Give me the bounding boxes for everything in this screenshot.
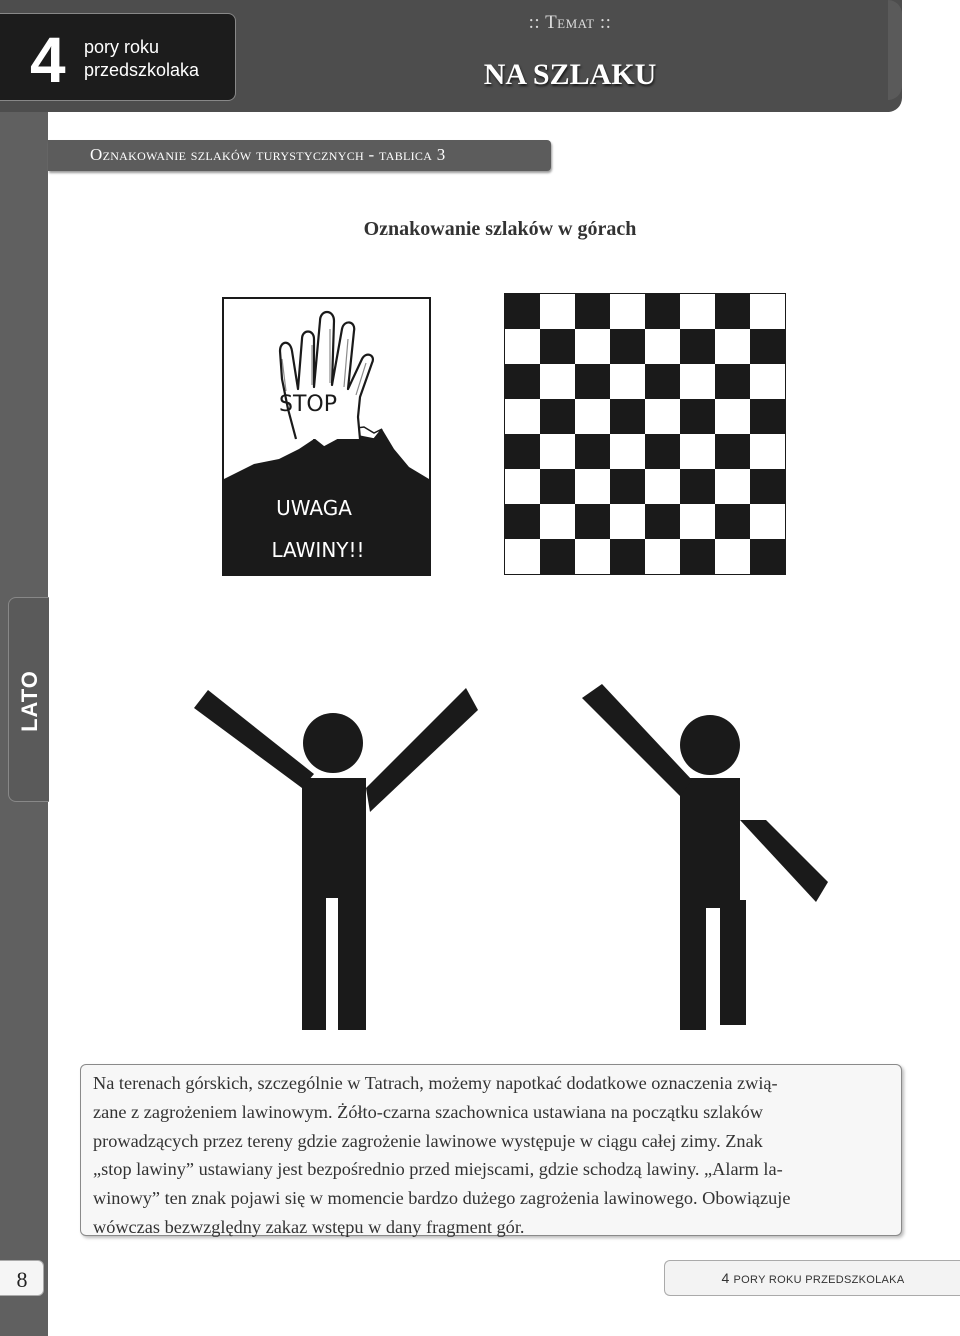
avalanche-alarm-one-arm-icon: [580, 680, 840, 1030]
info-line: „stop lawiny” ustawiany jest bezpośrednio przed miejscami, gdzie schodzą lawiny. „Alarm la-: [93, 1159, 783, 1180]
season-tab[interactable]: [8, 597, 49, 802]
info-box: [80, 1064, 902, 1236]
section-title: Oznakowanie szlaków w górach: [363, 218, 637, 240]
subtitle-bar: [48, 140, 551, 171]
checker-square: [715, 364, 750, 399]
checker-square: [540, 539, 575, 574]
checker-square: [680, 399, 715, 434]
checker-square: [610, 399, 645, 434]
logo-line-1: pory roku: [84, 37, 160, 57]
checker-square: [505, 294, 540, 329]
checkerboard-icon: [505, 294, 785, 574]
sign-word-uwaga: UWAGA: [276, 496, 352, 520]
info-text: [93, 1069, 889, 1242]
footer-brand-text: [665, 1270, 960, 1286]
logo-text: [84, 36, 199, 82]
info-line: wówczas bezwzględny zakaz wstępu w dany fragment gór.: [93, 1216, 525, 1237]
stop-avalanche-sign: [222, 297, 431, 576]
checker-square: [505, 434, 540, 469]
info-line: zane z zagrożeniem lawinowym. Żółto-czarna szachownica ustawiana na początku szlaków: [93, 1101, 764, 1122]
stop-hand-icon: [224, 299, 429, 574]
checker-square: [575, 434, 610, 469]
sign-word-stop: STOP: [279, 392, 337, 417]
footer-brand: [664, 1260, 960, 1296]
topic-label: :: Temat ::: [528, 12, 612, 33]
checker-square: [645, 434, 680, 469]
checker-square: [505, 504, 540, 539]
subtitle-text: Oznakowanie szlaków turystycznych - tablica 3: [90, 145, 446, 164]
checker-square: [680, 329, 715, 364]
checker-square: [540, 329, 575, 364]
logo: [0, 13, 236, 101]
checker-square: [575, 364, 610, 399]
checker-square: [610, 469, 645, 504]
checker-square: [540, 469, 575, 504]
checker-square: [610, 539, 645, 574]
checker-square: [610, 329, 645, 364]
checker-square: [645, 364, 680, 399]
season-tab-label: LATO: [16, 669, 42, 732]
logo-number: 4: [30, 24, 66, 96]
info-line: prowadzących przez tereny gdzie zagrożenie lawinowe występuje w ciągu całej zimy. Znak: [93, 1130, 763, 1151]
avalanche-alarm-two-arms-icon: [190, 680, 480, 1030]
checker-square: [680, 539, 715, 574]
footer-brand-number: 4: [721, 1270, 730, 1286]
checker-square: [715, 294, 750, 329]
checker-square: [505, 364, 540, 399]
info-line: Na terenach górskich, szczególnie w Tatrach, możemy napotkać dodatkowe oznaczenia zwią-: [93, 1073, 778, 1093]
checker-square: [645, 504, 680, 539]
checker-square: [715, 504, 750, 539]
checkerboard-sign: [504, 293, 786, 575]
page-number-box: [0, 1260, 44, 1296]
checker-square: [680, 469, 715, 504]
checker-square: [575, 294, 610, 329]
checker-square: [715, 434, 750, 469]
page-number: 8: [16, 1267, 28, 1292]
page-title: NA SZLAKU: [483, 58, 657, 91]
info-line: winowy” ten znak pojawi się w momencie bardzo dużego zagrożenia lawinowego. Obowiązuje: [93, 1188, 791, 1209]
checker-square: [575, 504, 610, 539]
logo-line-2: przedszkolaka: [84, 60, 200, 80]
checker-square: [645, 294, 680, 329]
checker-square: [750, 399, 785, 434]
checker-square: [750, 329, 785, 364]
header-bar: [0, 0, 902, 112]
checker-square: [540, 399, 575, 434]
checker-square: [750, 469, 785, 504]
sign-word-lawiny: LAWINY!!: [271, 538, 365, 562]
checker-square: [750, 539, 785, 574]
footer-brand-label: PORY ROKU PRZEDSZKOLAKA: [733, 1274, 905, 1286]
